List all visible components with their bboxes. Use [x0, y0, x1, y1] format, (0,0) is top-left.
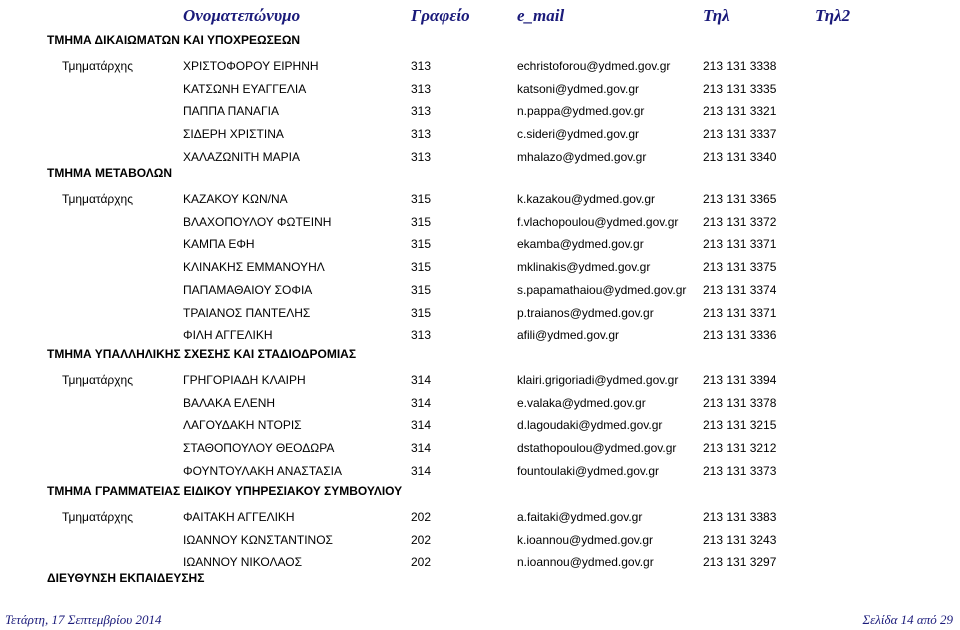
row-phone: 213 131 3340 — [703, 149, 777, 164]
row-office: 202 — [411, 532, 432, 547]
column-header-name: Ονοματεπώνυμο — [183, 6, 301, 25]
row-email: ekamba@ydmed.gov.gr — [517, 237, 644, 252]
row-office: 314 — [411, 373, 432, 387]
row-phone: 213 131 3378 — [703, 395, 777, 410]
row-office: 313 — [411, 149, 432, 164]
footer-date: Τετάρτη, 17 Σεπτεμβρίου 2014 — [5, 612, 162, 627]
row-phone: 213 131 3297 — [703, 555, 777, 570]
row-name: ΚΛΙΝΑΚΗΣ ΕΜΜΑΝΟΥΗΛ — [183, 260, 325, 275]
row-name: ΒΛΑΧΟΠΟΥΛΟΥ ΦΩΤΕΙΝΗ — [183, 214, 332, 229]
row-email: e.valaka@ydmed.gov.gr — [517, 395, 646, 410]
row-name: ΠΑΠΠΑ ΠΑΝΑΓΙΑ — [183, 104, 279, 119]
row-phone: 213 131 3374 — [703, 282, 777, 297]
row-name: ΓΡΗΓΟΡΙΑΔΗ ΚΛΑΙΡΗ — [183, 373, 306, 387]
row-name: ΚΑΤΣΩΝΗ ΕΥΑΓΓΕΛΙΑ — [183, 81, 307, 96]
row-role: Τμηματάρχης — [62, 510, 133, 524]
row-email: mklinakis@ydmed.gov.gr — [517, 260, 651, 275]
row-name: ΚΑΖΑΚΟΥ ΚΩΝ/ΝΑ — [183, 192, 288, 206]
row-office: 314 — [411, 441, 432, 456]
row-name: ΚΑΜΠΑ ΕΦΗ — [183, 237, 255, 252]
row-email: fountoulaki@ydmed.gov.gr — [517, 463, 660, 478]
column-header-email: e_mail — [517, 6, 565, 25]
row-role: Τμηματάρχης — [62, 373, 133, 387]
row-office: 313 — [411, 81, 432, 96]
row-email: a.faitaki@ydmed.gov.gr — [517, 510, 643, 524]
row-office: 315 — [411, 237, 432, 252]
row-office: 202 — [411, 510, 432, 524]
row-name: ΧΡΙΣΤΟΦΟΡΟΥ ΕΙΡΗΝΗ — [183, 59, 319, 73]
row-name: ΙΩΑΝΝΟΥ ΝΙΚΟΛΑΟΣ — [183, 555, 302, 570]
row-phone: 213 131 3365 — [703, 192, 777, 206]
row-phone: 213 131 3243 — [703, 532, 777, 547]
row-office: 315 — [411, 192, 432, 206]
section-title: ΤΜΗΜΑ ΥΠΑΛΛΗΛΙΚΗΣ ΣΧΕΣΗΣ ΚΑΙ ΣΤΑΔΙΟΔΡΟΜΙΑΣ — [47, 347, 357, 361]
row-phone: 213 131 3336 — [703, 328, 777, 343]
row-phone: 213 131 3375 — [703, 260, 777, 275]
row-office: 313 — [411, 328, 432, 343]
row-phone: 213 131 3212 — [703, 441, 777, 456]
column-header-office: Γραφείο — [411, 6, 470, 25]
row-email: f.vlachopoulou@ydmed.gov.gr — [517, 214, 679, 229]
footer-page-number: Σελίδα 14 από 29 — [862, 612, 953, 627]
row-email: echristoforou@ydmed.gov.gr — [517, 59, 671, 73]
row-phone: 213 131 3373 — [703, 463, 777, 478]
row-email: k.kazakou@ydmed.gov.gr — [517, 192, 656, 206]
column-header-phone: Τηλ — [703, 6, 730, 25]
column-header-phone2: Τηλ2 — [815, 6, 851, 25]
row-role: Τμηματάρχης — [62, 192, 133, 206]
row-name: ΣΤΑΘΟΠΟΥΛΟΥ ΘΕΟΔΩΡΑ — [183, 441, 335, 456]
row-phone: 213 131 3321 — [703, 104, 777, 119]
row-email: klairi.grigoriadi@ydmed.gov.gr — [517, 373, 679, 387]
row-name: ΛΑΓΟΥΔΑΚΗ ΝΤΟΡΙΣ — [183, 418, 302, 433]
row-office: 314 — [411, 418, 432, 433]
row-office: 315 — [411, 282, 432, 297]
row-name: ΣΙΔΕΡΗ ΧΡΙΣΤΙΝΑ — [183, 127, 284, 142]
row-name: ΧΑΛΑΖΩΝΙΤΗ ΜΑΡΙΑ — [183, 149, 300, 164]
row-email: d.lagoudaki@ydmed.gov.gr — [517, 418, 663, 433]
row-office: 202 — [411, 555, 432, 570]
row-email: n.pappa@ydmed.gov.gr — [517, 104, 645, 119]
row-phone: 213 131 3371 — [703, 237, 777, 252]
row-name: ΙΩΑΝΝΟΥ ΚΩΝΣΤΑΝΤΙΝΟΣ — [183, 532, 333, 547]
row-office: 315 — [411, 305, 432, 320]
row-name: ΤΡΑΙΑΝΟΣ ΠΑΝΤΕΛΗΣ — [183, 305, 311, 320]
row-email: afili@ydmed.gov.gr — [517, 328, 619, 343]
row-email: n.ioannou@ydmed.gov.gr — [517, 555, 654, 570]
row-office: 313 — [411, 59, 432, 73]
row-email: c.sideri@ydmed.gov.gr — [517, 127, 640, 142]
row-phone: 213 131 3338 — [703, 59, 777, 73]
row-email: s.papamathaiou@ydmed.gov.gr — [517, 282, 687, 297]
row-phone: 213 131 3335 — [703, 81, 777, 96]
row-office: 313 — [411, 104, 432, 119]
row-email: katsoni@ydmed.gov.gr — [517, 81, 640, 96]
row-email: dstathopoulou@ydmed.gov.gr — [517, 441, 677, 456]
row-email: k.ioannou@ydmed.gov.gr — [517, 532, 654, 547]
row-office: 313 — [411, 127, 432, 142]
row-role: Τμηματάρχης — [62, 59, 133, 73]
row-phone: 213 131 3383 — [703, 510, 777, 524]
section-title: ΤΜΗΜΑ ΓΡΑΜΜΑΤΕΙΑΣ ΕΙΔΙΚΟΥ ΥΠΗΡΕΣΙΑΚΟΥ ΣΥΜΒΟΥΛΙΟΥ — [47, 484, 403, 498]
row-name: ΠΑΠΑΜΑΘΑΙΟΥ ΣΟΦΙΑ — [183, 282, 313, 297]
directorate-title: ΔΙΕΥΘΥΝΣΗ ΕΚΠΑΙΔΕΥΣΗΣ — [47, 571, 205, 585]
row-phone: 213 131 3337 — [703, 127, 777, 142]
row-phone: 213 131 3394 — [703, 373, 777, 387]
row-email: p.traianos@ydmed.gov.gr — [517, 305, 654, 320]
row-name: ΦΑΙΤΑΚΗ ΑΓΓΕΛΙΚΗ — [183, 510, 295, 524]
row-name: ΒΑΛΑΚΑ ΕΛΕΝΗ — [183, 395, 276, 410]
section-title: ΤΜΗΜΑ ΜΕΤΑΒΟΛΩΝ — [47, 166, 173, 180]
row-office: 315 — [411, 214, 432, 229]
row-email: mhalazo@ydmed.gov.gr — [517, 149, 647, 164]
row-office: 314 — [411, 395, 432, 410]
row-phone: 213 131 3215 — [703, 418, 777, 433]
row-office: 315 — [411, 260, 432, 275]
section-title: ΤΜΗΜΑ ΔΙΚΑΙΩΜΑΤΩΝ ΚΑΙ ΥΠΟΧΡΕΩΣΕΩΝ — [47, 33, 301, 47]
row-name: ΦΙΛΗ ΑΓΓΕΛΙΚΗ — [183, 328, 273, 343]
row-name: ΦΟΥΝΤΟΥΛΑΚΗ ΑΝΑΣΤΑΣΙΑ — [183, 463, 343, 478]
row-phone: 213 131 3371 — [703, 305, 777, 320]
row-phone: 213 131 3372 — [703, 214, 777, 229]
row-office: 314 — [411, 463, 432, 478]
